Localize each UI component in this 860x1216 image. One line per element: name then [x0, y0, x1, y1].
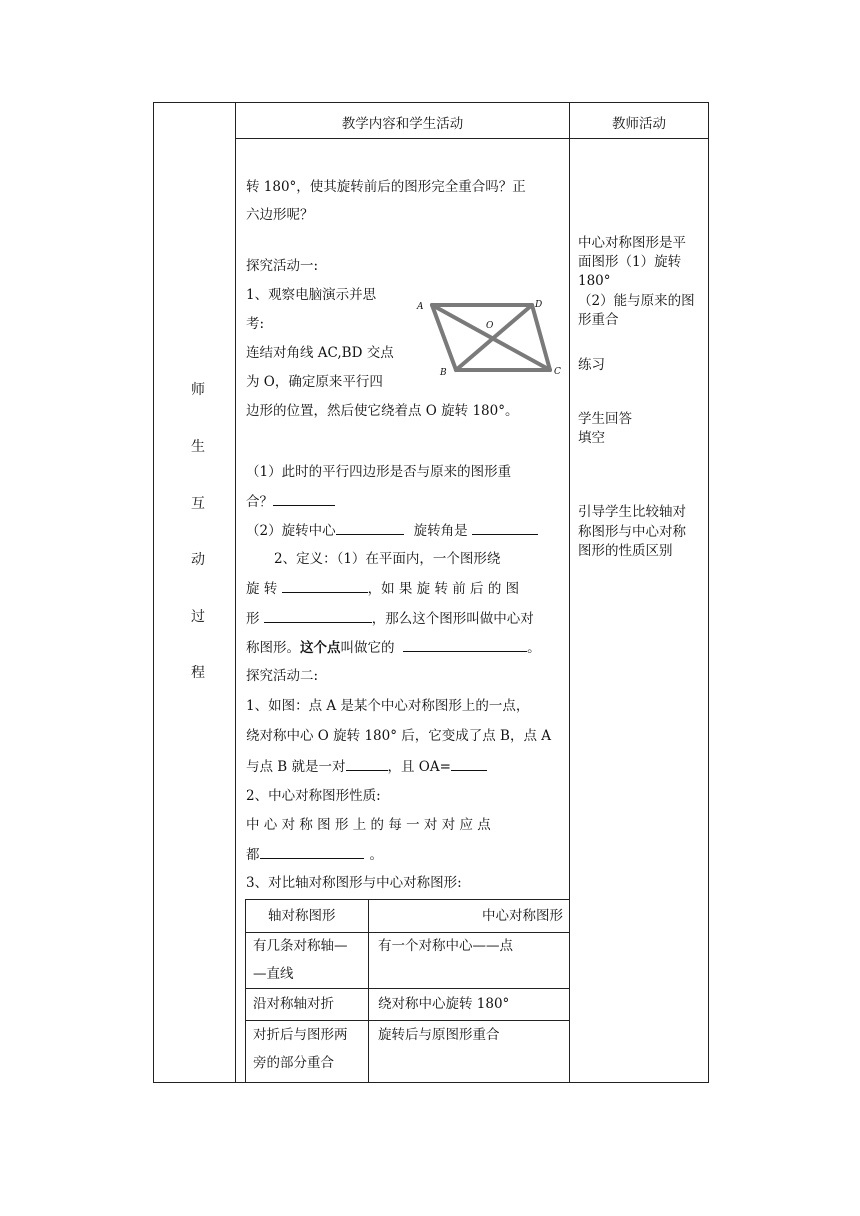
parallelogram-figure [414, 296, 574, 380]
answer-blank[interactable] [282, 578, 368, 593]
compare-cell: 旁的部分重合 [253, 1055, 334, 1071]
teacher-note: 形重合 [578, 312, 619, 328]
table-border-top [153, 102, 709, 103]
paragraph-line: 为 O，确定原来平行四 [246, 374, 383, 390]
answer-blank[interactable] [472, 520, 538, 535]
answer-blank[interactable] [260, 844, 364, 859]
paragraph-line: 边形的位置，然后使它绕着点 O 旋转 180°。 [246, 403, 519, 419]
paragraph-line: 与点 B 就是一对 ，且 OA= [246, 756, 487, 777]
point-label-b: B [440, 368, 447, 378]
compare-cell: 绕对称中心旋转 180° [378, 996, 510, 1012]
answer-blank[interactable] [264, 608, 372, 623]
column-divider-1 [235, 102, 236, 1083]
table-border-right [708, 102, 709, 1083]
compare-header-central: 中心对称图形 [482, 908, 563, 924]
paragraph-line: 1、如图：点 A 是某个中心对称图形上的一点， [246, 698, 530, 714]
teacher-note: 面图形（1）旋转 [578, 254, 682, 270]
paragraph-line: 1、观察电脑演示并思 [246, 287, 377, 303]
definition-line: 称图形。这个点叫做它的 。 [246, 637, 541, 658]
side-label-char: 互 [191, 496, 205, 512]
header-divider [235, 138, 709, 139]
compare-table-row-line [245, 988, 569, 989]
question-1: （1）此时的平行四边形是否与原来的图形重 [246, 464, 512, 480]
teacher-note: 引导学生比较轴对 [578, 504, 686, 520]
compare-header-axial: 轴对称图形 [268, 908, 336, 924]
side-label-char: 程 [191, 665, 205, 681]
paragraph-line: 3、对比轴对称图形与中心对称图形: [246, 875, 462, 891]
definition-line: 2、定义：（1）在平面内，一个图形绕 [274, 551, 501, 567]
teacher-note: 图形的性质区别 [578, 543, 673, 559]
side-label-char: 动 [191, 552, 205, 568]
compare-table-mid [368, 899, 369, 1083]
teacher-note: 练习 [578, 357, 605, 373]
question-2: （2）旋转中心 旋转角是 [246, 520, 538, 541]
teacher-note: 中心对称图形是平 [578, 235, 686, 251]
table-border-bottom [153, 1082, 709, 1083]
teacher-note: （2）能与原来的图 [578, 293, 695, 309]
column-divider-2 [569, 102, 570, 1083]
question-1-cont: 合？ [246, 491, 335, 512]
teacher-note: 180° [578, 273, 611, 289]
point-label-c: C [554, 367, 561, 377]
answer-blank[interactable] [336, 520, 404, 535]
point-label-d: D [535, 300, 543, 310]
header-main-activity: 教学内容和学生活动 [341, 116, 464, 132]
table-border-left [153, 102, 154, 1083]
definition-line: 旋 转 ，如 果 旋 转 前 后 的 图 [246, 578, 519, 599]
answer-blank[interactable] [346, 756, 388, 771]
compare-cell: 沿对称轴对折 [253, 996, 334, 1012]
point-label-o: O [486, 321, 494, 331]
header-teacher-activity: 教师活动 [612, 116, 666, 132]
side-label-char: 师 [191, 382, 205, 398]
section-heading-activity-1: 探究活动一: [246, 258, 319, 274]
teacher-note: 填空 [578, 430, 605, 446]
compare-cell: —直线 [253, 966, 294, 982]
compare-cell: 有一个对称中心——点 [378, 938, 513, 954]
paragraph-line: 绕对称中心 O 旋转 180° 后，它变成了点 B，点 A [246, 728, 552, 744]
compare-table-row-line [245, 1020, 569, 1021]
compare-cell: 有几条对称轴— [253, 938, 348, 954]
answer-blank[interactable] [273, 491, 335, 506]
definition-line: 形 ，那么这个图形叫做中心对 [246, 608, 534, 629]
teacher-note: 称图形与中心对称 [578, 524, 686, 540]
compare-table-left [245, 899, 246, 1083]
side-label-char: 生 [191, 439, 205, 455]
paragraph-line: 转 180°，使其旋转前后的图形完全重合吗？正 [246, 179, 526, 195]
answer-blank[interactable] [451, 756, 487, 771]
compare-cell: 对折后与图形两 [253, 1027, 348, 1043]
paragraph-line: 连结对角线 AC,BD 交点 [246, 345, 394, 361]
side-label-char: 过 [191, 609, 205, 625]
paragraph-line: 六边形呢？ [246, 207, 314, 223]
compare-cell: 旋转后与原图形重合 [378, 1027, 500, 1043]
point-label-a: A [417, 302, 424, 312]
teacher-note: 学生回答 [578, 411, 632, 427]
compare-table-top [245, 899, 569, 900]
paragraph-line: 考: [246, 316, 265, 332]
paragraph-line: 中 心 对 称 图 形 上 的 每 一 对 对 应 点 [246, 817, 491, 833]
section-heading-activity-2: 探究活动二: [246, 668, 319, 684]
paragraph-line: 都 。 [246, 844, 383, 865]
paragraph-line: 2、中心对称图形性质: [246, 788, 381, 804]
answer-blank[interactable] [403, 637, 527, 652]
diagonal-bd [456, 305, 532, 370]
